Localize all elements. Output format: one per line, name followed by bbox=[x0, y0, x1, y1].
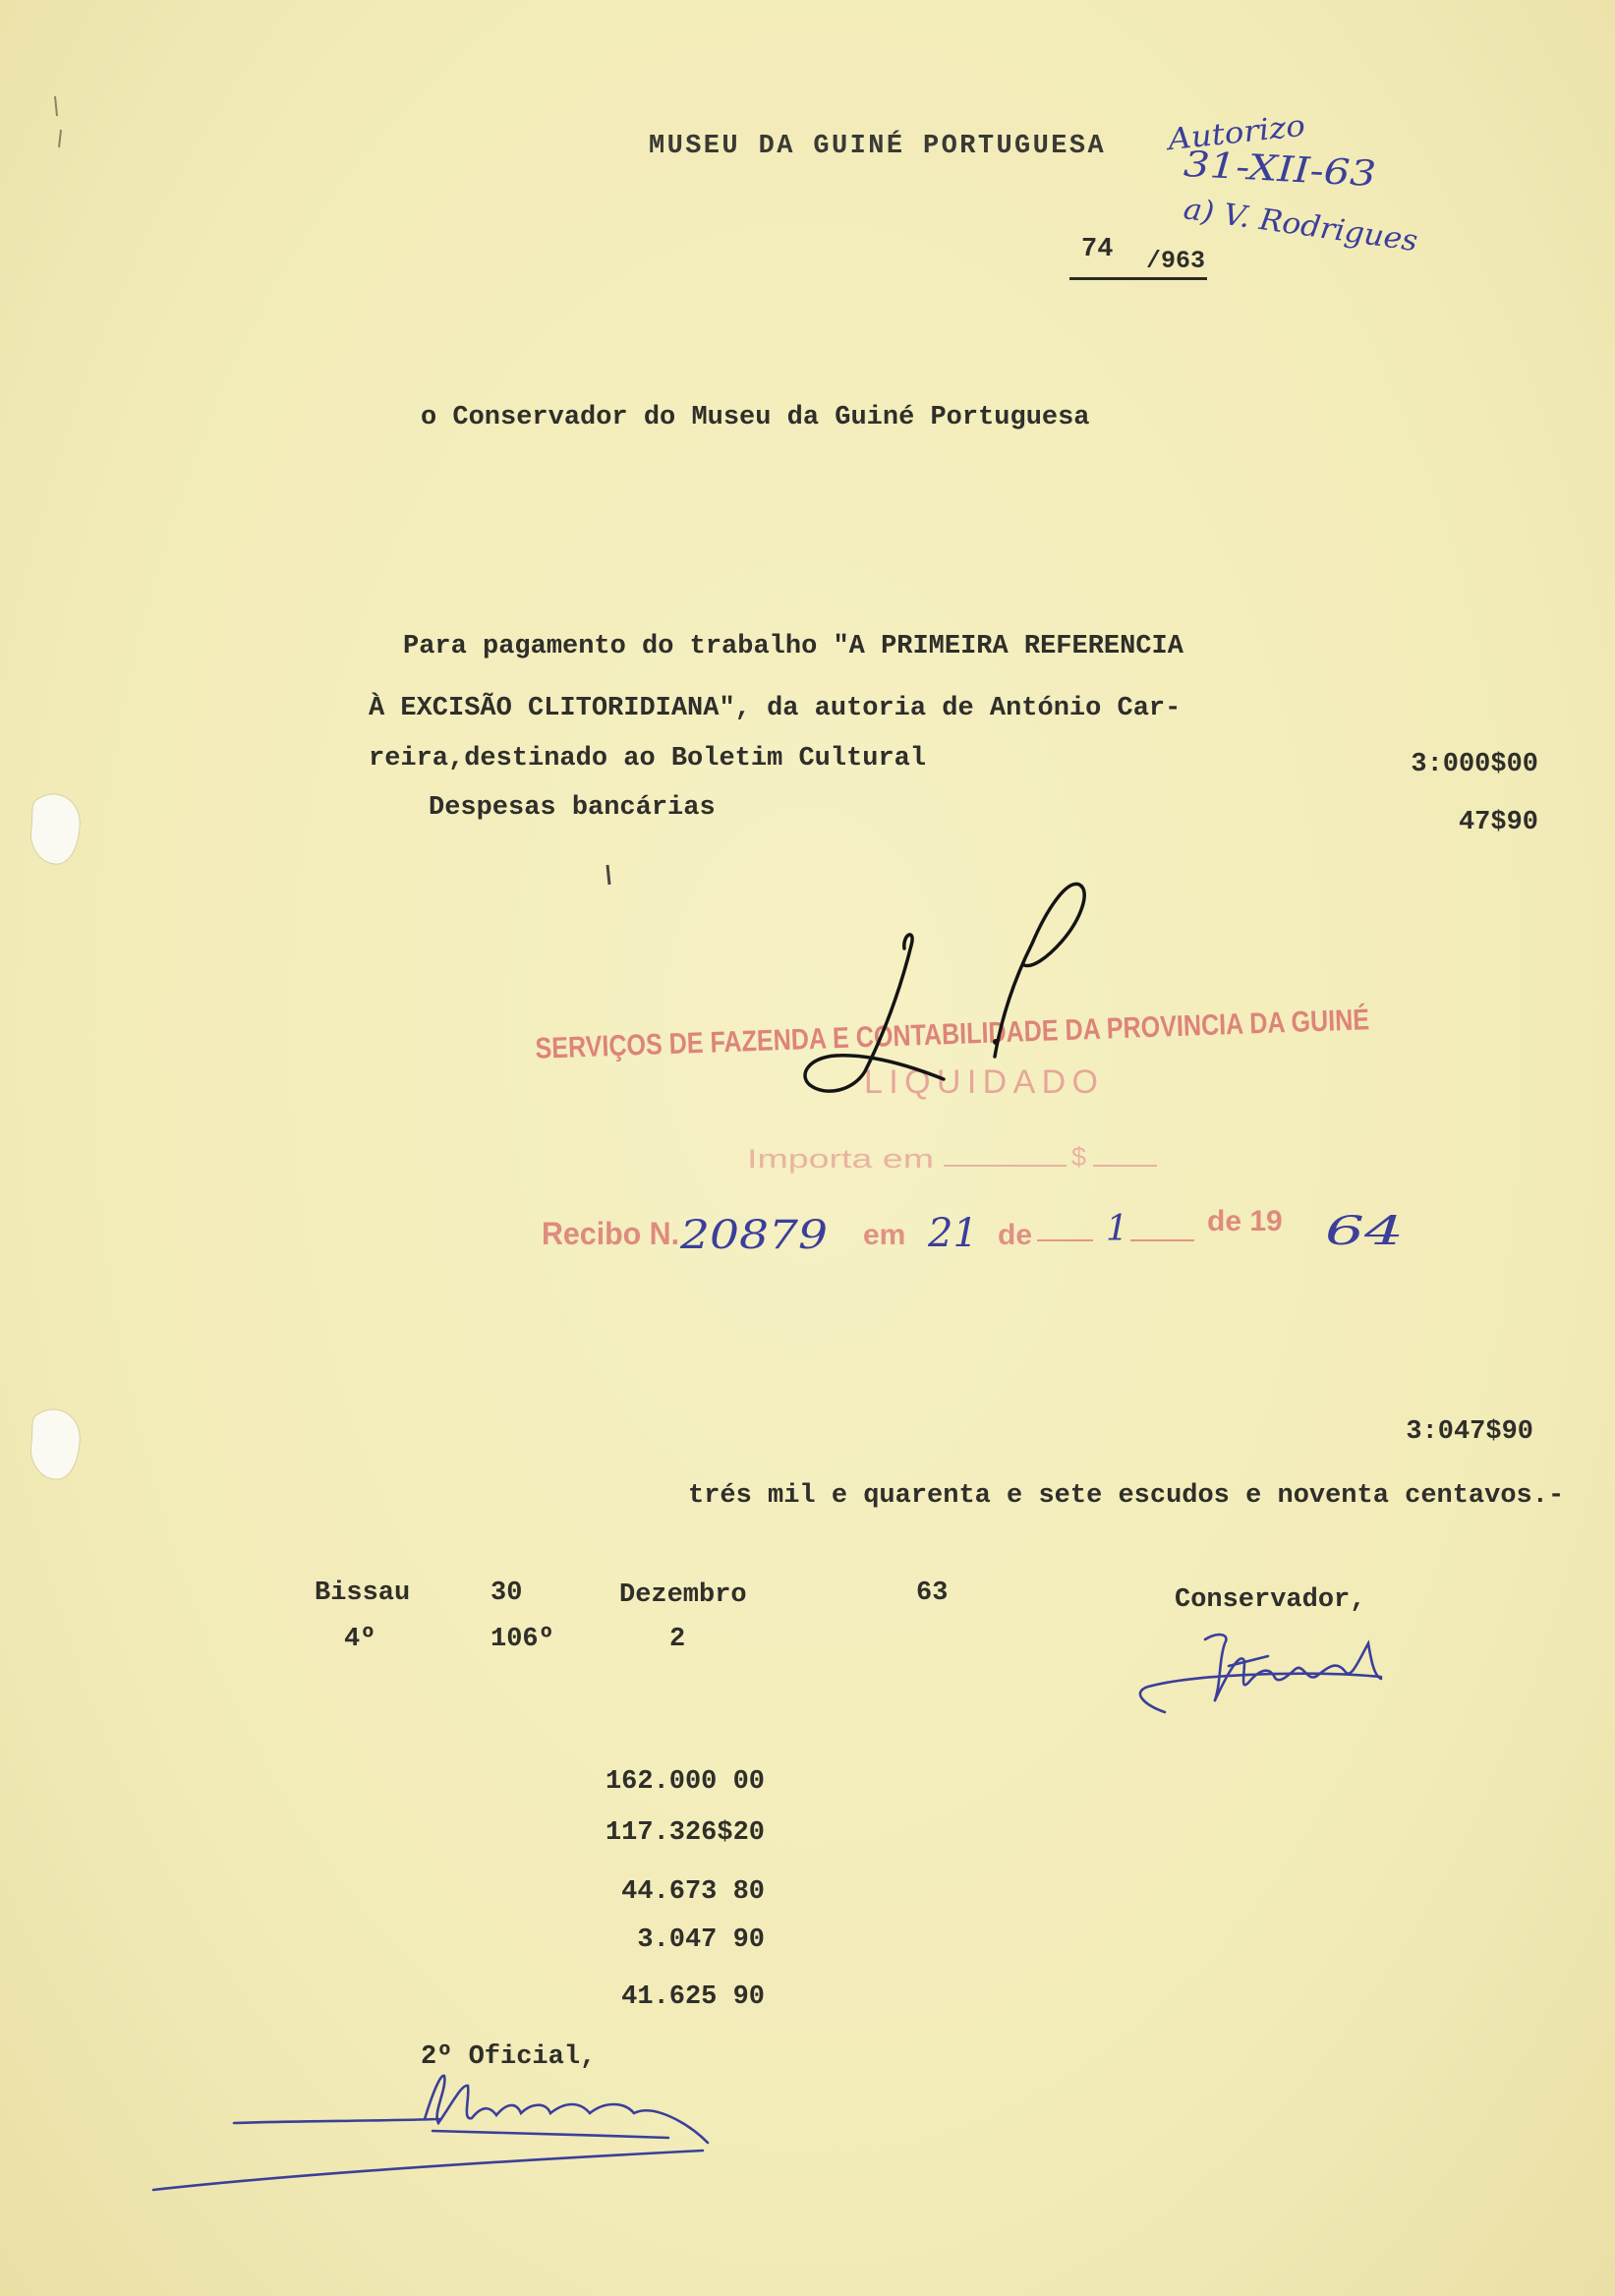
authorization-word: Autorizo bbox=[1166, 109, 1297, 158]
signature-initials bbox=[805, 884, 1084, 1091]
stamp-status: LIQUIDADO bbox=[864, 1063, 1098, 1101]
ledger-entry: 41.625 90 bbox=[621, 1982, 765, 2012]
authorization-date: 31-XII-63 bbox=[1182, 144, 1351, 194]
receipt-number: 20879 bbox=[678, 1213, 828, 1258]
receipt-day: 21 bbox=[928, 1211, 978, 1256]
stamp-amount-label: Importa em bbox=[747, 1144, 934, 1174]
signature-oficial bbox=[153, 2076, 708, 2190]
stamp-em-label: em bbox=[863, 1219, 906, 1251]
authorization-signed: a) V. Rodrigues bbox=[1181, 192, 1411, 258]
signature-conservador bbox=[1140, 1635, 1381, 1712]
stamp-receipt-label: Recibo N. bbox=[542, 1216, 679, 1251]
total-in-words: trés mil e quarenta e sete escudos e noventa centavos.- bbox=[688, 1481, 1565, 1511]
place: Bissau bbox=[315, 1578, 411, 1608]
oficial-label: 2º Oficial, bbox=[421, 2042, 597, 2072]
institution-title: MUSEU DA GUINÉ PORTUGUESA bbox=[649, 132, 1107, 161]
stamp-authority: SERVIÇOS DE FAZENDA E CONTABILIDADE DA PROVINCIA DA GUINÉ bbox=[534, 998, 1533, 1065]
body-line-3: reira,destinado ao Boletim Cultural bbox=[369, 744, 927, 774]
stamp-year-label: de 19 bbox=[1207, 1205, 1283, 1237]
ledger-entry: 117.326$20 bbox=[605, 1818, 765, 1848]
work-payment-amount: 3:000$00 bbox=[1411, 750, 1538, 779]
date-month: Dezembro bbox=[619, 1580, 747, 1610]
ledger-entry: 162.000 00 bbox=[605, 1767, 765, 1797]
bank-fees-amount: 47$90 bbox=[1458, 808, 1538, 837]
reference-3: 2 bbox=[669, 1625, 686, 1654]
stamp-de-label: de bbox=[998, 1219, 1033, 1251]
date-year: 63 bbox=[916, 1578, 949, 1608]
document-year: /963 bbox=[1146, 247, 1206, 275]
stray-mark bbox=[607, 865, 609, 885]
total-amount: 3:047$90 bbox=[1406, 1417, 1533, 1447]
receipt-month: 1 bbox=[1106, 1209, 1128, 1249]
receipt-year: 64 bbox=[1325, 1209, 1404, 1254]
punch-hole bbox=[31, 1409, 81, 1479]
stray-mark bbox=[55, 96, 61, 147]
document-number: 74 bbox=[1081, 235, 1114, 264]
body-line-4: Despesas bancárias bbox=[429, 793, 716, 823]
body-line-1: Para pagamento do trabalho "A PRIMEIRA REFERENCIA bbox=[403, 632, 1183, 661]
document-number-underline bbox=[1069, 277, 1207, 280]
reference-2: 106º bbox=[490, 1625, 554, 1654]
body-line-2: À EXCISÃO CLITORIDIANA", da autoria de António Car- bbox=[369, 694, 1182, 723]
issuer-line: o Conservador do Museu da Guiné Portuguesa bbox=[421, 403, 1090, 432]
reference-1: 4º bbox=[344, 1625, 376, 1654]
punch-hole bbox=[31, 794, 81, 864]
stamp-currency-sign: $ bbox=[1071, 1142, 1087, 1172]
ledger-entry: 44.673 80 bbox=[621, 1877, 765, 1907]
ledger-entry: 3.047 90 bbox=[637, 1925, 765, 1955]
date-day: 30 bbox=[490, 1578, 523, 1608]
conservador-label: Conservador, bbox=[1175, 1585, 1366, 1615]
